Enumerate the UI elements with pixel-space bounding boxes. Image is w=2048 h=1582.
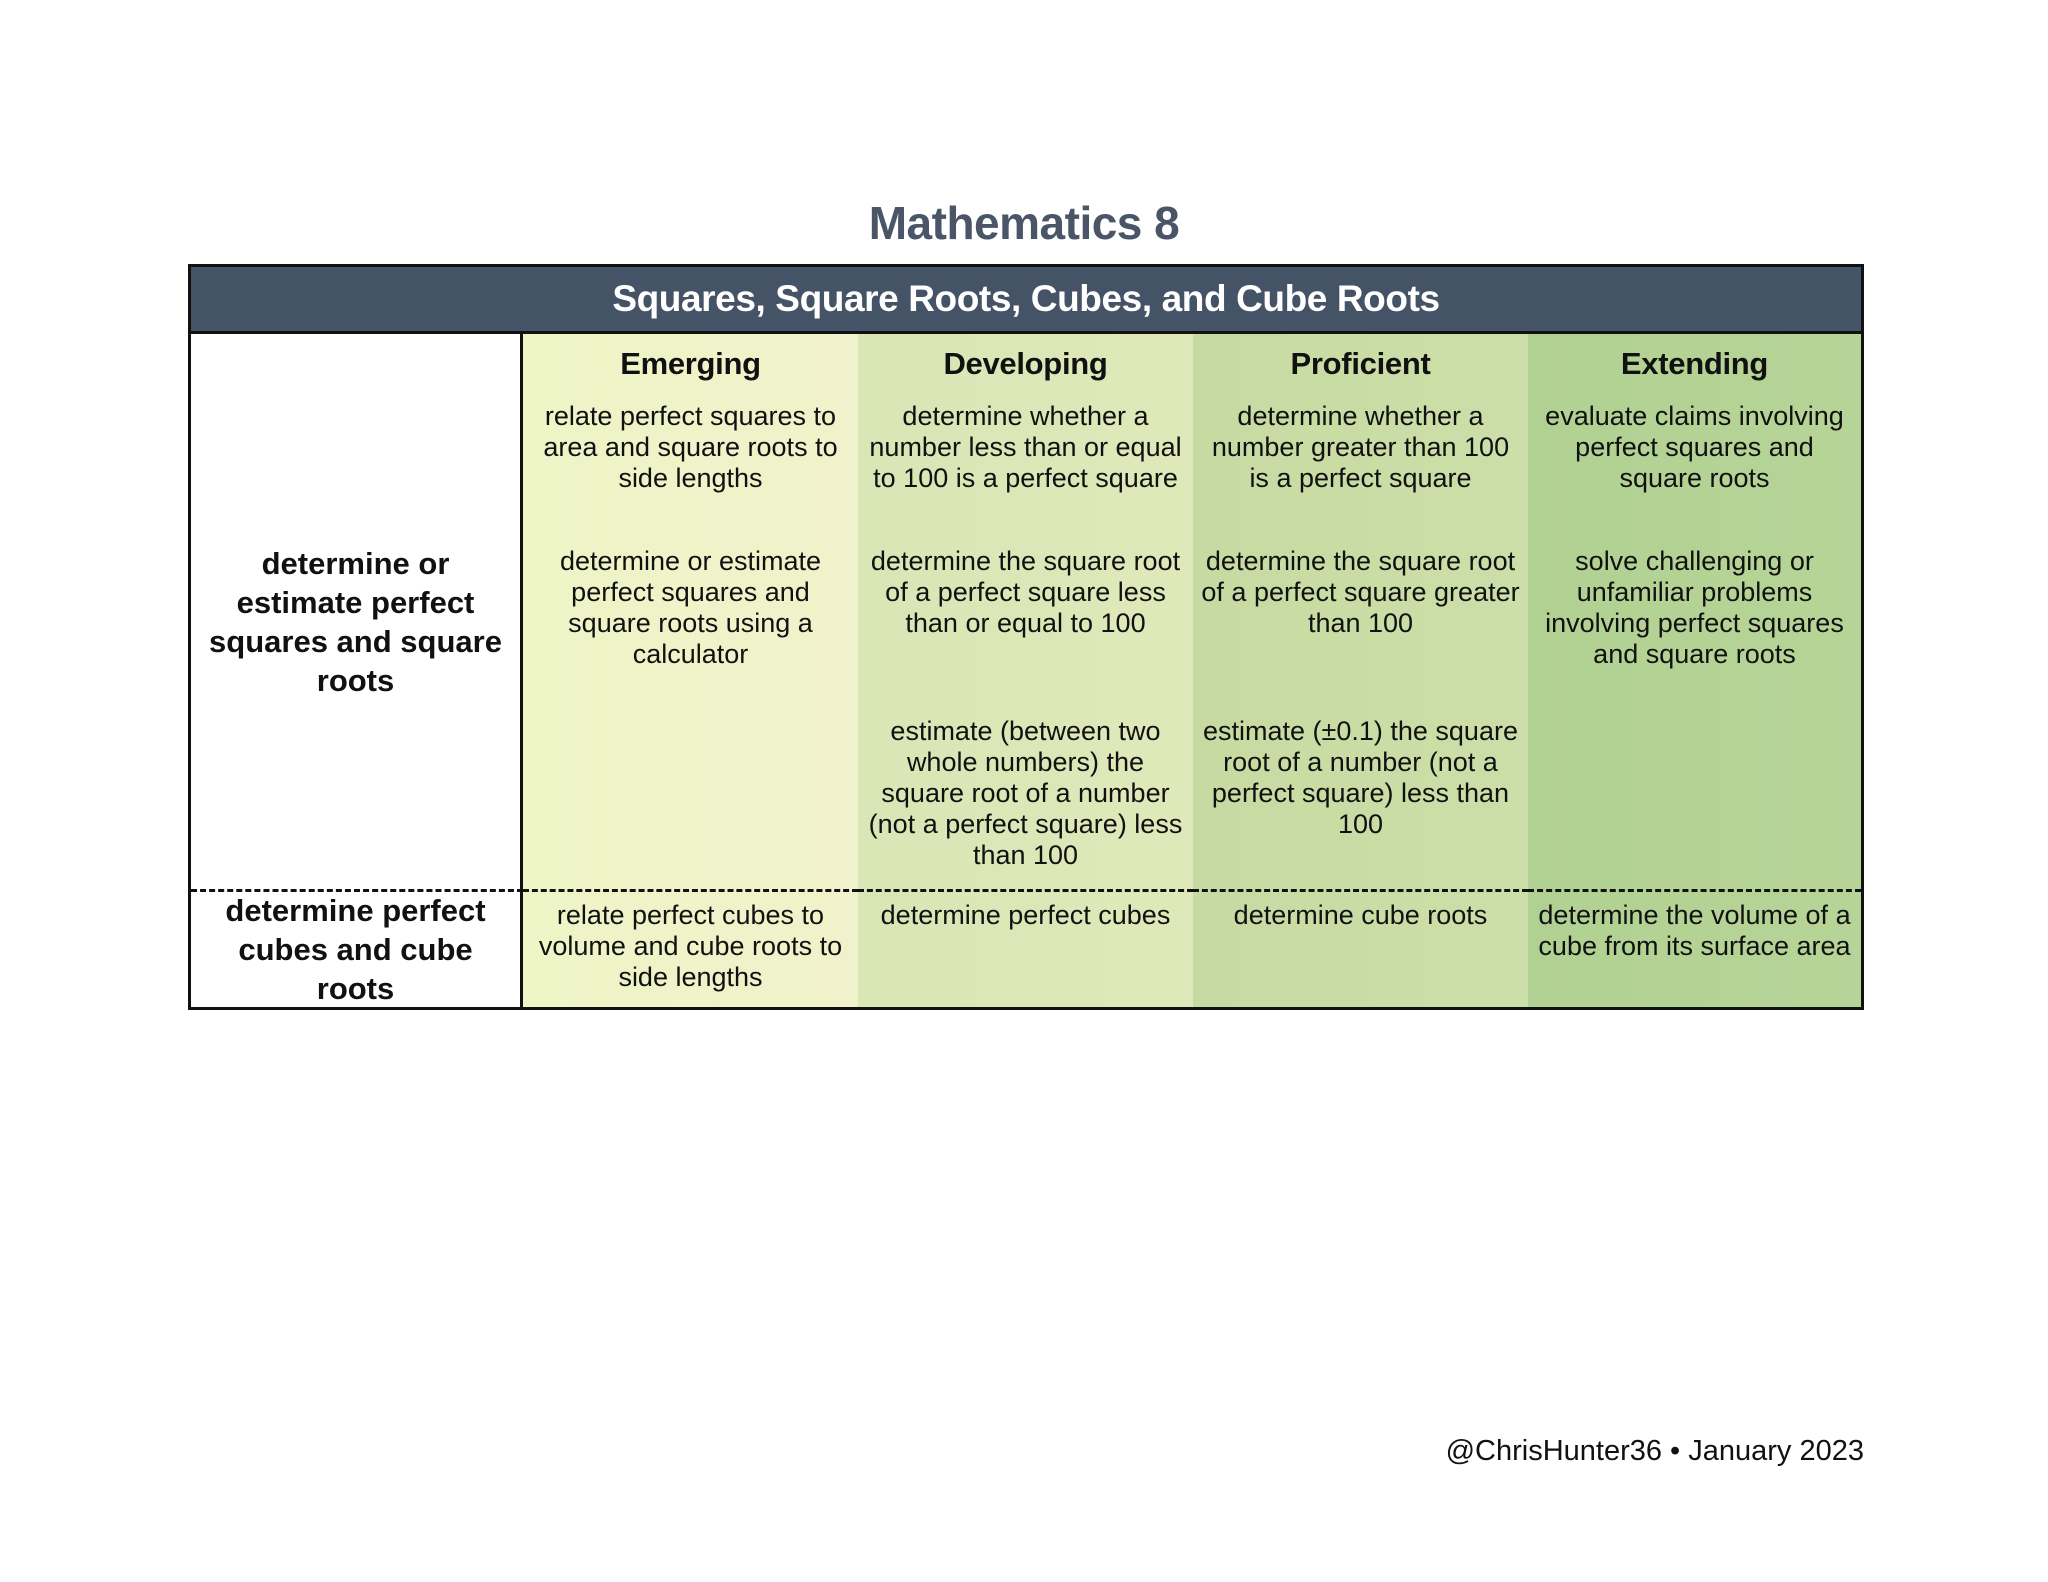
descriptor: solve challenging or unfamiliar problems involving perfect squares and square roots: [1545, 546, 1844, 669]
descriptor: determine the square root of a perfect square greater than 100: [1201, 546, 1520, 638]
descriptor: evaluate claims involving perfect squares and square roots: [1545, 401, 1844, 493]
outcome-squares: determine or estimate perfect squares and square roots: [191, 334, 523, 889]
descriptor: determine the volume of a cube from its surface area: [1538, 900, 1851, 961]
level-heading-emerging: Emerging: [620, 346, 761, 381]
descriptor: estimate (between two whole numbers) the square root of a number (not a perfect square) less than 100: [868, 716, 1183, 870]
descriptor: relate perfect cubes to volume and cube roots to side lengths: [538, 900, 843, 992]
cell-emerging-squares: [523, 334, 858, 889]
descriptor: relate perfect squares to area and square roots to side lengths: [543, 401, 838, 493]
level-heading-proficient: Proficient: [1290, 346, 1431, 381]
cell-proficient-cubes: [1193, 889, 1528, 1007]
cell-extending-squares: [1528, 334, 1861, 889]
descriptor: estimate (±0.1) the square root of a number (not a perfect square) less than 100: [1203, 716, 1518, 839]
level-heading-developing: Developing: [943, 346, 1108, 381]
outcome-cubes: determine perfect cubes and cube roots: [191, 889, 523, 1007]
cell-extending-cubes: [1528, 889, 1861, 1007]
footer-credit: @ChrisHunter36 • January 2023: [1445, 1435, 1864, 1467]
rubric-grid: [191, 334, 1861, 1007]
cell-developing-squares: [858, 334, 1193, 889]
cell-proficient-squares: [1193, 334, 1528, 889]
rubric-banner: Squares, Square Roots, Cubes, and Cube Roots: [191, 267, 1861, 334]
rubric-table: [188, 264, 1864, 1010]
level-heading-extending: Extending: [1620, 346, 1769, 381]
descriptor: determine cube roots: [1233, 900, 1488, 930]
cell-emerging-cubes: [523, 889, 858, 1007]
descriptor: determine perfect cubes: [880, 900, 1171, 930]
descriptor: determine the square root of a perfect square less than or equal to 100: [870, 546, 1181, 638]
cell-developing-cubes: [858, 889, 1193, 1007]
descriptor: determine whether a number greater than 100 is a perfect square: [1211, 401, 1510, 493]
descriptor: determine whether a number less than or equal to 100 is a perfect square: [869, 401, 1182, 493]
page-title: Mathematics 8: [868, 197, 1180, 249]
descriptor: determine or estimate perfect squares and square roots using a calculator: [559, 546, 822, 669]
